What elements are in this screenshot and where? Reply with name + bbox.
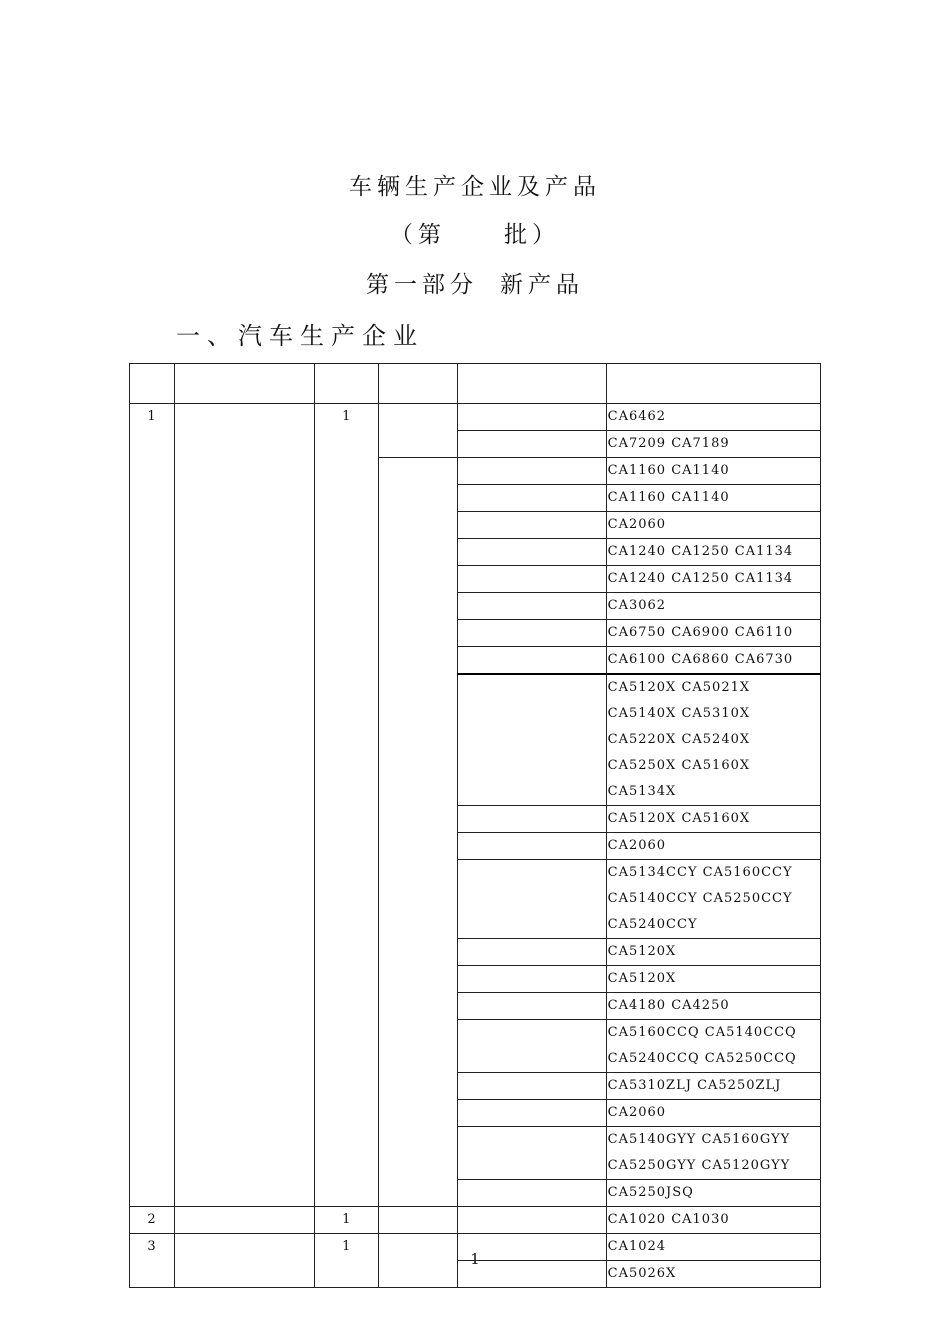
category-cell bbox=[379, 404, 458, 458]
product-model: CA1160 CA1140 bbox=[606, 485, 820, 512]
product-name bbox=[458, 806, 606, 833]
product-name bbox=[458, 1127, 606, 1180]
product-model: CA5250JSQ bbox=[606, 1180, 820, 1207]
part-right: 新产品 bbox=[500, 272, 584, 298]
product-model: CA5120X bbox=[606, 939, 820, 966]
product-model: CA5120X CA5160X bbox=[606, 806, 820, 833]
header-count bbox=[315, 364, 379, 404]
company-count: 1 bbox=[315, 1207, 379, 1234]
batch-line bbox=[0, 216, 950, 249]
company-count: 1 bbox=[315, 404, 379, 1207]
product-name bbox=[458, 674, 606, 806]
product-model: CA1240 CA1250 CA1134 bbox=[606, 566, 820, 593]
product-model: CA5120X bbox=[606, 966, 820, 993]
product-model: CA7209 CA7189 bbox=[606, 431, 820, 458]
table-row bbox=[130, 404, 821, 431]
company-count: 1 bbox=[315, 1234, 379, 1288]
company-no: 2 bbox=[130, 1207, 175, 1234]
product-model: CA2060 bbox=[606, 1100, 820, 1127]
product-model: CA5026X bbox=[606, 1261, 820, 1288]
product-name bbox=[458, 512, 606, 539]
product-name bbox=[458, 966, 606, 993]
product-name bbox=[458, 1073, 606, 1100]
product-model: CA1240 CA1250 CA1134 bbox=[606, 539, 820, 566]
product-model: CA1024 bbox=[606, 1234, 820, 1261]
header-model bbox=[606, 364, 820, 404]
category-cell bbox=[379, 1207, 458, 1234]
table-header-row bbox=[130, 364, 821, 404]
section-heading: 一、汽车生产企业 bbox=[176, 322, 424, 350]
product-name bbox=[458, 993, 606, 1020]
product-model: CA4180 CA4250 bbox=[606, 993, 820, 1020]
header-company bbox=[175, 364, 315, 404]
product-name bbox=[458, 539, 606, 566]
product-table bbox=[129, 363, 821, 1288]
product-name bbox=[458, 833, 606, 860]
product-model: CA5120X CA5021X CA5140X CA5310X CA5220X CA5240X CA5250X CA5160X CA5134X bbox=[606, 674, 820, 806]
product-model: CA6100 CA6860 CA6730 bbox=[606, 647, 820, 675]
product-name bbox=[458, 1100, 606, 1127]
product-model: CA6750 CA6900 CA6110 bbox=[606, 620, 820, 647]
company-name bbox=[175, 1207, 315, 1234]
product-model: CA5310ZLJ CA5250ZLJ bbox=[606, 1073, 820, 1100]
header-no bbox=[130, 364, 175, 404]
batch-close: 批） bbox=[504, 222, 560, 248]
product-name bbox=[458, 593, 606, 620]
product-name bbox=[458, 566, 606, 593]
batch-open: （第 bbox=[390, 222, 446, 248]
product-name bbox=[458, 404, 606, 431]
header-category bbox=[379, 364, 458, 404]
company-no: 1 bbox=[130, 404, 175, 1207]
product-model: CA5134CCY CA5160CCY CA5140CCY CA5250CCY CA5240CCY bbox=[606, 860, 820, 939]
document-title: 车辆生产企业及产品 bbox=[349, 174, 601, 200]
product-name bbox=[458, 620, 606, 647]
product-model: CA5140GYY CA5160GYY CA5250GYY CA5120GYY bbox=[606, 1127, 820, 1180]
product-model: CA1160 CA1140 bbox=[606, 458, 820, 485]
part-heading bbox=[0, 266, 950, 299]
company-name bbox=[175, 404, 315, 1207]
product-name bbox=[458, 1207, 606, 1234]
product-model: CA1020 CA1030 bbox=[606, 1207, 820, 1234]
product-name bbox=[458, 860, 606, 939]
company-no: 3 bbox=[130, 1234, 175, 1288]
product-name bbox=[458, 647, 606, 675]
product-name bbox=[458, 1180, 606, 1207]
product-model: CA5160CCQ CA5140CCQ CA5240CCQ CA5250CCQ bbox=[606, 1020, 820, 1073]
header-product bbox=[458, 364, 606, 404]
product-name bbox=[458, 458, 606, 485]
product-name bbox=[458, 939, 606, 966]
product-model: CA2060 bbox=[606, 833, 820, 860]
product-model: CA2060 bbox=[606, 512, 820, 539]
product-name bbox=[458, 485, 606, 512]
product-name bbox=[458, 431, 606, 458]
product-name bbox=[458, 1020, 606, 1073]
product-model: CA6462 bbox=[606, 404, 820, 431]
table-row bbox=[130, 1207, 821, 1234]
page-number: 1 bbox=[470, 1250, 480, 1268]
part-left: 第一部分 bbox=[366, 272, 478, 298]
category-cell bbox=[379, 458, 458, 1207]
product-model: CA3062 bbox=[606, 593, 820, 620]
